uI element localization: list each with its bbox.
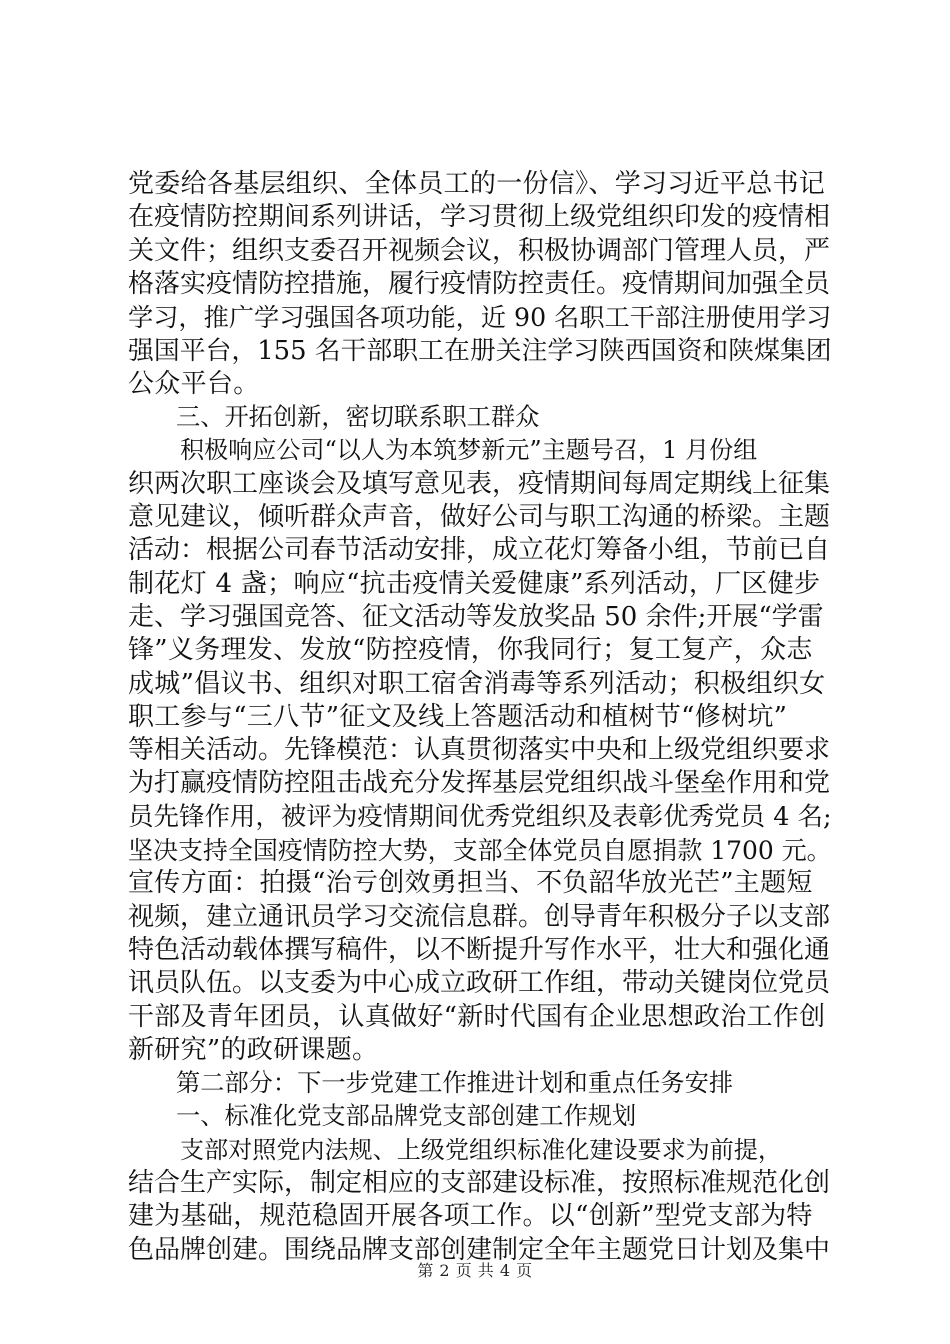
- paragraph-line: 党委给各基层组织、全体员工的一份信》、学习习近平总书记: [128, 169, 826, 199]
- paragraph-line: 视频，建立通讯员学习交流信息群。创导青年积极分子以支部: [128, 901, 831, 932]
- paragraph-line: 成城”倡议书、组织对职工宿舍消毒等系列活动；积极组织女: [128, 668, 826, 699]
- paragraph-line: 特色活动载体撰写稿件，以不断提升写作水平，壮大和强化通: [128, 934, 831, 965]
- paragraph-line: 坚决支持全国疫情防控大势，支部全体党员自愿捐款 1700 元。: [128, 836, 832, 865]
- paragraph-line: 宣传方面：拍摄“治亏创效勇担当、不负韶华放光芒”主题短: [128, 868, 813, 899]
- paragraph-line: 织两次职工座谈会及填写意见表，疫情期间每周定期线上征集: [128, 468, 831, 499]
- paragraph-line: 制花灯 4 盏；响应“抗击疫情关爱健康”系列活动，厂区健步: [128, 568, 821, 599]
- paragraph-line: 关文件；组织支委召开视频会议，积极协调部门管理人员，严: [128, 235, 831, 266]
- paragraph-line: 职工参与“三八节”征文及线上答题活动和植树节“修树坑”: [128, 701, 788, 732]
- paragraph-line: 学习，推广学习强国各项功能，近 90 名职工干部注册使用学习: [128, 303, 832, 333]
- page-number-footer: 第 2 页 共 4 页: [417, 1261, 533, 1280]
- paragraph-line: 结合生产实际，制定相应的支部建设标准，按照标准规范化创: [128, 1168, 831, 1198]
- paragraph-line: 格落实疫情防控措施，履行疫情防控责任。疫情期间加强全员: [128, 268, 831, 299]
- paragraph-line: 建为基础，规范稳固开展各项工作。以“创新”型党支部为特: [128, 1201, 813, 1232]
- paragraph-line: 积极响应公司“以人为本筑梦新元”主题号召，1 月份组: [180, 436, 758, 465]
- paragraph-line: 等相关活动。先锋模范：认真贯彻落实中央和上级党组织要求: [128, 735, 831, 766]
- paragraph-line: 活动：根据公司春节活动安排，成立花灯筹备小组，节前已自: [128, 535, 831, 566]
- paragraph-line: 讯员队伍。以支委为中心成立政研工作组，带动关键岗位党员: [128, 968, 831, 999]
- paragraph-line: 锋”义务理发、发放“防控疫情，你我同行；复工复产，众志: [128, 635, 813, 666]
- paragraph-line: 支部对照党内法规、上级党组织标准化建设要求为前提，: [180, 1135, 782, 1164]
- paragraph-line: 走、学习强国竞答、征文活动等发放奖品 50 余件;开展“学雷: [128, 601, 824, 632]
- paragraph-line: 员先锋作用，被评为疫情期间优秀党组织及表彰优秀党员 4 名;: [128, 801, 832, 832]
- paragraph-line: 为打赢疫情防控阻击战充分发挥基层党组织战斗堡垒作用和党: [128, 768, 831, 799]
- paragraph-line: 公众平台。: [128, 368, 260, 399]
- part-heading: 第二部分：下一步党建工作推进计划和重点任务安排: [176, 1069, 734, 1098]
- paragraph-line: 意见建议，倾听群众声音，做好公司与职工沟通的桥梁。主题: [128, 502, 831, 532]
- section-heading: 一、标准化党支部品牌党支部创建工作规划: [176, 1102, 637, 1131]
- paragraph-line: 新研究”的政研课题。: [128, 1034, 379, 1065]
- paragraph-line: 在疫情防控期间系列讲话，学习贯彻上级党组织印发的疫情相: [128, 202, 831, 233]
- paragraph-line: 强国平台，155 名干部职工在册关注学习陕西国资和陕煤集团: [128, 335, 832, 366]
- section-heading: 三、开拓创新，密切联系职工群众: [176, 403, 540, 432]
- paragraph-line: 色品牌创建。围绕品牌支部创建制定全年主题党日计划及集中: [128, 1234, 831, 1265]
- paragraph-line: 干部及青年团员，认真做好“新时代国有企业思想政治工作创: [128, 1001, 826, 1032]
